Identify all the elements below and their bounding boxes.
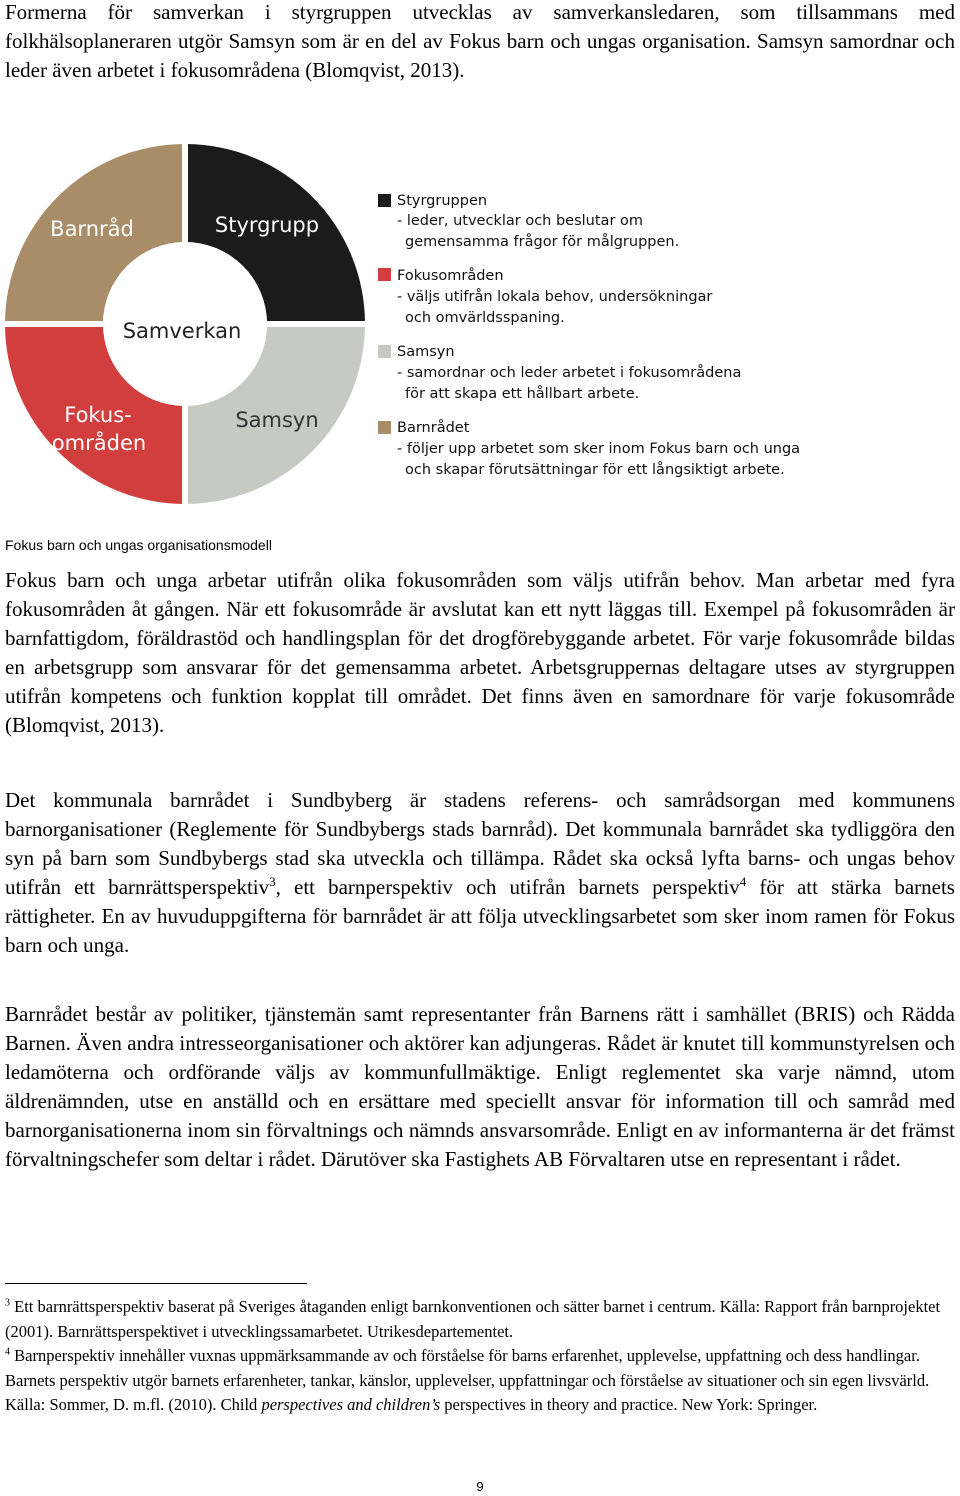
footnote-ref-3: 3 bbox=[269, 874, 276, 889]
legend-title-samsyn: Samsyn bbox=[397, 344, 455, 360]
legend-desc-line: - leder, utvecklar och beslutar om bbox=[397, 213, 644, 229]
label-samsyn: Samsyn bbox=[235, 408, 319, 432]
body-paragraph-3: Barnrådet består av politiker, tjänstemän samt representanter från Barnens rätt i samhället (BRIS) och Rädda Barnen. Även andra intresseorganisationer och aktörer kan adjungeras. Rådet är knutet till kommunstyrelsen och ledamöterna och ordförande väljs av kommunfullmäktige. Enligt reglementet ska varje nämnd, utom äldrenämnden, utse en anställd och en ersättare med speciellt ansvar för information till och samråd med barnorganisationerna inom sin förvaltnings och nämnds ansvarsområde. Enligt en av informanterna är det främst förvaltningschefer som deltar i rådet. Därutöver ska Fastighets AB Förvaltaren utse en representant i rådet. bbox=[5, 1002, 955, 1171]
footnote-text: Ett barnrättsperspektiv baserat på Sveriges åtaganden enligt barnkonventionen och sätter barnet i centrum. Källa: Rapport från barnprojektet (2001). Barnrättsperspektivet i utvecklingssamarbetet. Utrikesdepartementet. bbox=[5, 1297, 941, 1341]
footnote-number: 4 bbox=[5, 1346, 10, 1358]
paragraph-text: , ett barnperspektiv och utifrån barnets perspektiv bbox=[275, 875, 740, 899]
label-barnrad: Barnråd bbox=[50, 217, 134, 241]
legend-fokusomraden bbox=[378, 267, 712, 326]
legend-desc-line: - samordnar och leder arbetet i fokusområdena bbox=[397, 365, 742, 381]
legend-swatch-barnradet bbox=[378, 421, 391, 434]
footnote-3 bbox=[5, 1295, 955, 1344]
legend-barnradet bbox=[378, 419, 800, 478]
paragraph-text: Det kommunala barnrådet i Sundbyberg är stadens referens- och samrådsorgan med kommunens barnorganisationer (Reglemente för Sundbybergs stads barnråd). Det kommunala barnrådet ska tydliggöra den syn på barn som Sundbybergs stad ska utveckla och tillämpa. Rådet ska också lyfta barns- och ungas behov utifrån ett barnrättsperspektiv bbox=[5, 788, 955, 899]
footnote-number: 3 bbox=[5, 1297, 10, 1309]
footnote-text: perspectives in theory and practice. New York: Springer. bbox=[440, 1395, 818, 1414]
label-fokus-line1: Fokus- bbox=[64, 403, 132, 427]
page-number: 9 bbox=[476, 1479, 484, 1494]
legend-desc-line: - följer upp arbetet som sker inom Fokus barn och unga bbox=[397, 441, 801, 457]
paragraph-text: för att stärka barnets rättigheter. En av huvuduppgifterna för barnrådet är att följa utvecklingsarbetet som sker inom ramen för Fokus barn och unga. bbox=[5, 875, 955, 957]
label-styrgrupp: Styrgrupp bbox=[214, 213, 320, 237]
legend-desc-line: - väljs utifrån lokala behov, undersökningar bbox=[397, 289, 713, 305]
legend-title-fokusomraden: Fokusområden bbox=[397, 268, 504, 284]
footnote-4 bbox=[5, 1344, 955, 1418]
legend-swatch-styrgruppen bbox=[378, 194, 391, 207]
legend-title-styrgruppen: Styrgruppen bbox=[397, 193, 488, 209]
figure-caption: Fokus barn och ungas organisationsmodell bbox=[5, 537, 272, 553]
footnote-italic-title: perspectives and children’s bbox=[261, 1395, 441, 1414]
footnote-divider bbox=[5, 1283, 307, 1284]
footnote-text: Barnperspektiv innehåller vuxnas uppmärksammande av och förståelse för barns erfarenhet, upplevelse, uppfattning och dess handlingar. Barnets perspektiv utgör barnets erfarenheter, tankar, känslor, upplevelser, uppfattningar och förståelse av situationer och sin egen livsvärld. Källa: Sommer, D. m.fl. (2010). Child bbox=[5, 1346, 930, 1414]
legend-desc-line: och skapar förutsättningar för ett långsiktigt arbete. bbox=[405, 462, 785, 478]
legend-swatch-samsyn bbox=[378, 345, 391, 358]
organisation-model-figure bbox=[0, 128, 960, 528]
legend-title-barnradet: Barnrådet bbox=[397, 420, 470, 436]
intro-paragraph: Formerna för samverkan i styrgruppen utvecklas av samverkansledaren, som tillsammans med folkhälsoplaneraren utgör Samsyn som är en del av Fokus barn och ungas organisation. Samsyn samordnar och leder även arbetet i fokusområdena (Blomqvist, 2013). bbox=[5, 0, 955, 82]
label-fokus-line2: områden bbox=[51, 431, 147, 455]
body-paragraph-1: Fokus barn och unga arbetar utifrån olika fokusområden som väljs utifrån behov. Man arbetar med fyra fokusområden åt gången. När ett fokusområde är avslutat kan ett nytt läggas till. Exempel på fokusområden är barnfattigdom, föräldrastöd och handlingsplan för det drogförebyggande arbetet. För varje fokusområde bildas en arbetsgrupp som ansvarar för det gemensamma arbetet. Arbetsgruppernas deltagare utses av styrgruppen utifrån kompetens och funktion kopplat till området. Det finns även en samordnare för varje fokusområde (Blomqvist, 2013). bbox=[5, 568, 955, 737]
footnote-ref-4: 4 bbox=[739, 874, 747, 889]
label-samverkan: Samverkan bbox=[122, 319, 242, 343]
legend-desc-line: gemensamma frågor för målgruppen. bbox=[405, 234, 680, 250]
legend-desc-line: och omvärldsspaning. bbox=[405, 310, 565, 326]
legend-styrgruppen bbox=[378, 193, 679, 250]
body-paragraph-2 bbox=[5, 786, 955, 960]
legend-samsyn bbox=[378, 344, 741, 402]
legend-desc-line: för att skapa ett hållbart arbete. bbox=[405, 386, 640, 402]
footnotes bbox=[5, 1295, 955, 1418]
legend-swatch-fokusomraden bbox=[378, 268, 391, 281]
